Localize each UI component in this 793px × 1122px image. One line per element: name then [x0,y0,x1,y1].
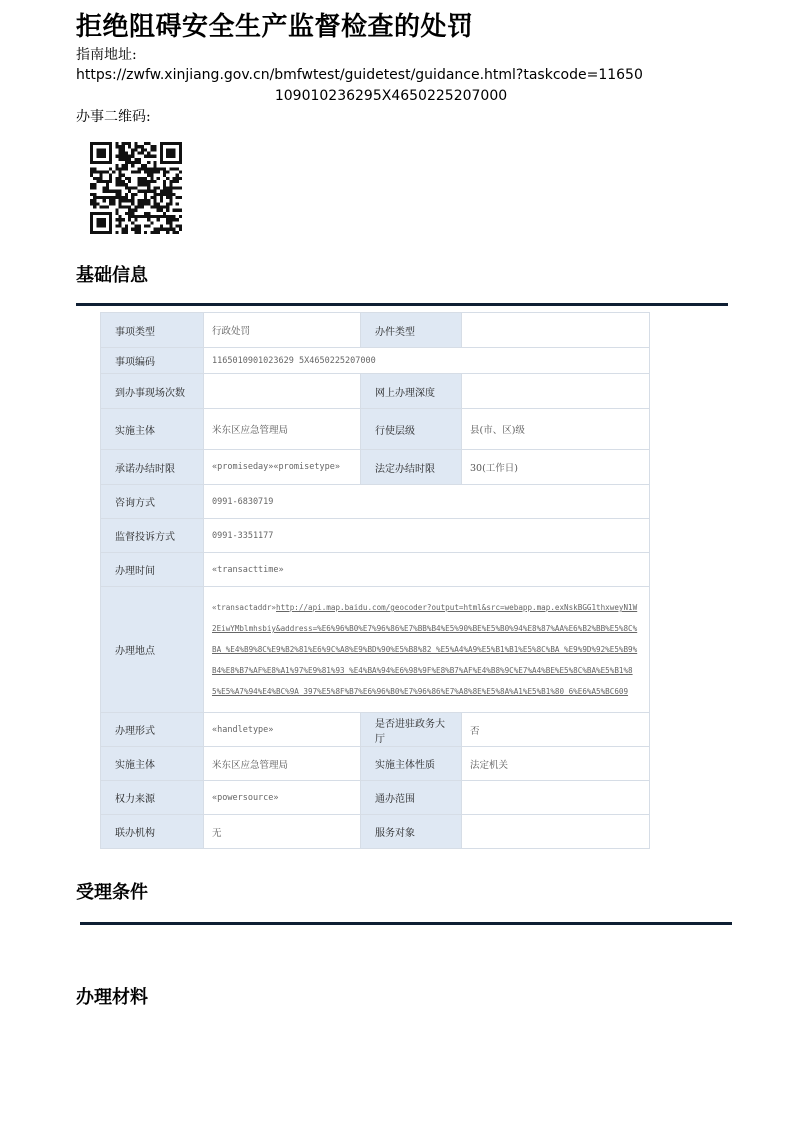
qr-code-image [90,142,182,234]
table-row [101,519,650,553]
matter-type-value: 行政处罚 [204,313,361,348]
form-value: «handletype» [204,713,361,747]
power-label: 权力来源 [101,781,204,815]
table-row [101,781,650,815]
handle-type-value [462,313,650,348]
nature-label: 实施主体性质 [361,747,462,781]
section-heading-materials: 办理材料 [76,987,148,1008]
place-prefix: «transactaddr» [212,603,277,612]
nature-value: 法定机关 [462,747,650,781]
table-row [101,587,650,713]
level-label: 行使层级 [361,409,462,450]
handle-type-label: 办件类型 [361,313,462,348]
online-depth-value [462,374,650,409]
table-row [101,409,650,450]
table-row [101,815,650,849]
basic-info-table [100,312,650,849]
place-map-link[interactable]: http://api.map.baidu.com/geocoder?output=html&src=webapp.map.exNskBGG1thxweyN1W2EiwYMblmhsbiy&address=%E6%96%B0%E7%96%86%E7%BB%B4%E5%90%BE%E5%B0%94%E8%87%AA%E6%B2%BB%E5%8C%BA %E4%B9%8C%E9%B2%81%E6%9C%A8%E9%BD%90%E5%B8%82 %E5%A4%A9%E5%B1%B1%E5%8C%BA %E9%9D%92%E5%B9%B4%E8%B7%AF%E8%A1%97%E9%81%93 %E4%BA%94%E6%98%9F%E8%B7%AF%E4%B8%9C%E7%A4%BE%E5%8C%BA%E5%B1%85%E5%A7%94%E4%BC%9A 397%E5%8F%B7%E6%96%B0%E7%96%86%E7%A8%8E%E5%8A%A1%E5%B1%80 6%E6%A5%BC609 [212,603,638,696]
level-value: 县(市、区)级 [462,409,650,450]
table-row [101,348,650,374]
consult-phone: 0991-6830719 [204,485,650,519]
promise-limit-label: 承诺办结时限 [101,450,204,485]
matter-type-label: 事项类型 [101,313,204,348]
joint-label: 联办机构 [101,815,204,849]
promise-limit-value: «promiseday»«promisetype» [204,450,361,485]
visits-value [204,374,361,409]
legal-limit-label: 法定办结时限 [361,450,462,485]
guide-url-line-1[interactable]: https://zwfw.xinjiang.gov.cn/bmfwtest/guidetest/guidance.html?taskcode=11650 [76,67,643,83]
impl-subject2-value: 米东区应急管理局 [204,747,361,781]
place-value [204,587,650,713]
impl-subject-label: 实施主体 [101,409,204,450]
time-value: «transacttime» [204,553,650,587]
table-row [101,713,650,747]
matter-code-value: 1165010901023629 5X4650225207000 [204,348,650,374]
scope-label: 通办范围 [361,781,462,815]
place-label: 办理地点 [101,587,204,713]
table-row [101,553,650,587]
qr-code-label: 办事二维码: [76,109,151,125]
service-value [462,815,650,849]
matter-code-label: 事项编码 [101,348,204,374]
table-row [101,313,650,348]
time-label: 办理时间 [101,553,204,587]
impl-subject2-label: 实施主体 [101,747,204,781]
table-row [101,374,650,409]
online-depth-label: 网上办理深度 [361,374,462,409]
section-heading-acceptance: 受理条件 [76,882,148,903]
impl-subject-value: 米东区应急管理局 [204,409,361,450]
consult-label: 咨询方式 [101,485,204,519]
power-value: «powersource» [204,781,361,815]
complaint-label: 监督投诉方式 [101,519,204,553]
table-row [101,747,650,781]
page-title: 拒绝阻碍安全生产监督检查的处罚 [76,12,474,42]
guide-url-line-2[interactable]: 109010236295X4650225207000 [274,88,508,104]
section-divider [76,303,728,306]
visits-label: 到办事现场次数 [101,374,204,409]
joint-value: 无 [204,815,361,849]
scope-value [462,781,650,815]
complaint-phone: 0991-3351177 [204,519,650,553]
hall-value: 否 [462,713,650,747]
section-heading-basic-info: 基础信息 [76,265,148,286]
table-row [101,485,650,519]
section-divider [80,922,732,925]
hall-label: 是否进驻政务大厅 [361,713,462,747]
service-label: 服务对象 [361,815,462,849]
guide-address-url[interactable] [76,65,696,107]
legal-limit-value: 30(工作日) [462,450,650,485]
table-row [101,450,650,485]
guide-address-label: 指南地址: [76,47,137,63]
form-label: 办理形式 [101,713,204,747]
